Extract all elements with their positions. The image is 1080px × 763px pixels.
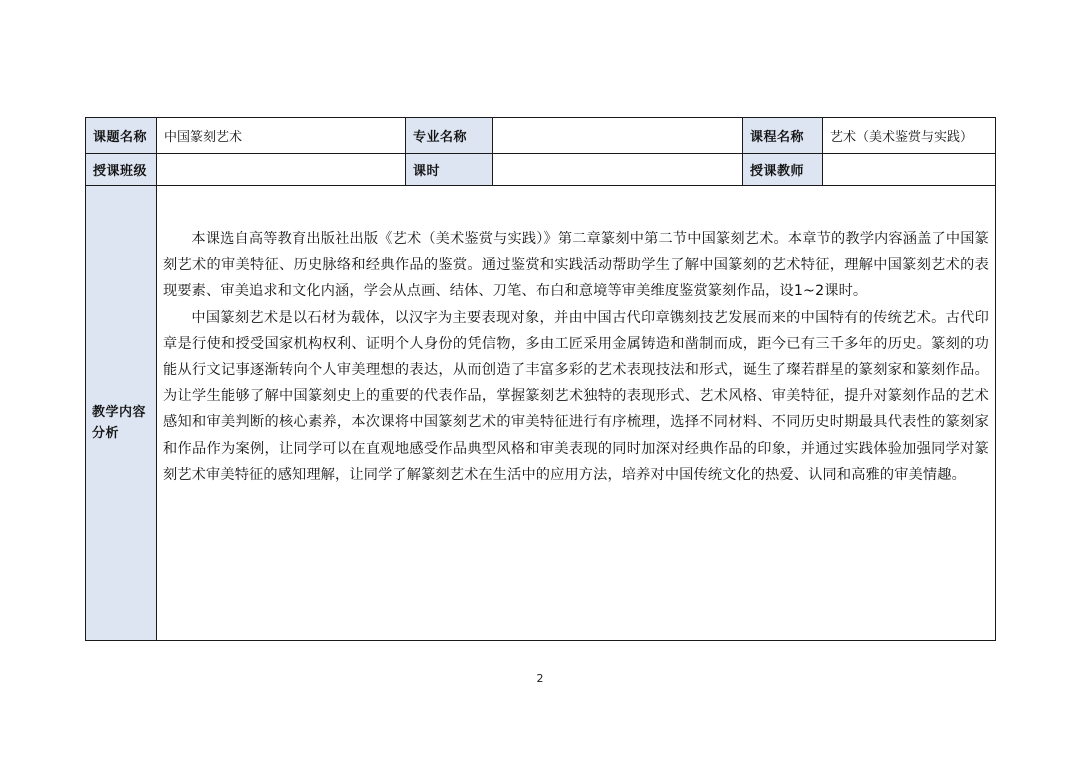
major-value: [493, 118, 743, 154]
class-label: 授课班级: [86, 154, 157, 186]
course-value: 艺术（美术鉴赏与实践）: [823, 118, 996, 154]
table-row-class: [86, 154, 996, 186]
course-label: 课程名称: [743, 118, 823, 154]
analysis-paragraph-1: 本课选自高等教育出版社出版《艺术（美术鉴赏与实践）》第二章篆刻中第二节中国篆刻艺术。本章节的教学内容涵盖了中国篆刻艺术的审美特征、历史脉络和经典作品的鉴赏。通过鉴赏和实践活动帮助学生了解中国篆刻的艺术特征，理解中国篆刻艺术的表现要素、审美追求和文化内涵，学会从点画、结体、刀笔、布白和意境等审美维度鉴赏篆刻作品，设1~2课时。: [163, 231, 989, 300]
hours-value: [493, 154, 743, 186]
teacher-label: 授课教师: [743, 154, 823, 186]
analysis-content: [157, 186, 996, 641]
teacher-value: [823, 154, 996, 186]
hours-label: 课时: [406, 154, 493, 186]
lesson-plan-table: [85, 117, 996, 641]
class-value: [157, 154, 406, 186]
page-number: 2: [536, 672, 544, 685]
topic-value: 中国篆刻艺术: [157, 118, 406, 154]
table-row-topic: [86, 118, 996, 154]
table-row-analysis: [86, 186, 996, 641]
major-label: 专业名称: [406, 118, 493, 154]
analysis-text: [163, 226, 989, 488]
analysis-label: 教学内容分析: [86, 186, 157, 641]
topic-label: 课题名称: [86, 118, 157, 154]
analysis-paragraph-2: 中国篆刻艺术是以石材为载体，以汉字为主要表现对象，并由中国古代印章镌刻技艺发展而来的中国特有的传统艺术。古代印章是行使和授受国家机构权利、证明个人身份的凭信物，多由工匠采用金属铸造和凿制而成，距今已有三千多年的历史。篆刻的功能从行文记事逐渐转向个人审美理想的表达，从而创造了丰富多彩的艺术表现技法和形式，诞生了璨若群星的篆刻家和篆刻作品。为让学生能够了解中国篆刻史上的重要的代表作品，掌握篆刻艺术独特的表现形式、艺术风格、审美特征，提升对篆刻作品的艺术感知和审美判断的核心素养，本次课将中国篆刻艺术的审美特征进行有序梳理，选择不同材料、不同历史时期最具代表性的篆刻家和作品作为案例，让同学可以在直观地感受作品典型风格和审美表现的同时加深对经典作品的印象，并通过实践体验加强同学对篆刻艺术审美特征的感知理解，让同学了解篆刻艺术在生活中的应用方法，培养对中国传统文化的热爱、认同和高雅的审美情趣。: [163, 309, 989, 483]
